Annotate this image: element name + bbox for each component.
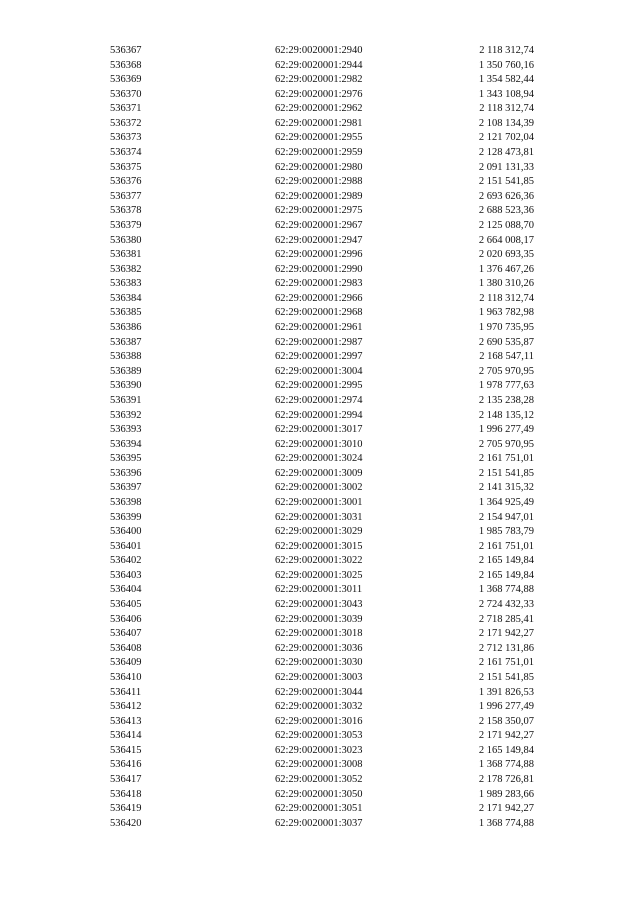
- table-row: [0, 409, 640, 423]
- table-row: [0, 350, 640, 364]
- value-cell: 2 724 432,33: [478, 599, 534, 611]
- cadastral-number-cell: 62:29:0020001:3015: [275, 540, 363, 552]
- value-cell: 2 154 947,01: [478, 511, 534, 523]
- table-row: [0, 204, 640, 218]
- record-number-cell: 536398: [110, 496, 142, 508]
- table-row: [0, 598, 640, 612]
- cadastral-number-cell: 62:29:0020001:3009: [275, 467, 363, 479]
- table-row: [0, 117, 640, 131]
- value-cell: 2 688 523,36: [478, 205, 534, 217]
- table-row: [0, 44, 640, 58]
- value-cell: 1 996 277,49: [478, 701, 534, 713]
- value-cell: 2 141 315,32: [478, 482, 534, 494]
- record-number-cell: 536411: [110, 686, 142, 698]
- record-number-cell: 536397: [110, 482, 142, 494]
- record-number-cell: 536413: [110, 715, 142, 727]
- cadastral-number-cell: 62:29:0020001:2982: [275, 74, 363, 86]
- cadastral-number-cell: 62:29:0020001:3022: [275, 555, 363, 567]
- cadastral-number-cell: 62:29:0020001:3037: [275, 817, 363, 829]
- value-cell: 2 020 693,35: [478, 249, 534, 261]
- table-row: [0, 365, 640, 379]
- cadastral-number-cell: 62:29:0020001:2988: [275, 176, 363, 188]
- record-number-cell: 536410: [110, 671, 142, 683]
- value-cell: 2 135 238,28: [478, 394, 534, 406]
- cadastral-number-cell: 62:29:0020001:3030: [275, 657, 363, 669]
- table-row: [0, 758, 640, 772]
- value-cell: 2 161 751,01: [478, 540, 534, 552]
- table-row: [0, 540, 640, 554]
- table-row: [0, 715, 640, 729]
- record-number-cell: 536419: [110, 803, 142, 815]
- record-number-cell: 536375: [110, 161, 142, 173]
- record-number-cell: 536385: [110, 307, 142, 319]
- table-row: [0, 438, 640, 452]
- cadastral-number-cell: 62:29:0020001:2989: [275, 190, 363, 202]
- table-row: [0, 671, 640, 685]
- value-cell: 2 171 942,27: [478, 803, 534, 815]
- cadastral-number-cell: 62:29:0020001:3017: [275, 424, 363, 436]
- table-row: [0, 569, 640, 583]
- cadastral-number-cell: 62:29:0020001:3050: [275, 788, 363, 800]
- table-row: [0, 59, 640, 73]
- cadastral-number-cell: 62:29:0020001:2983: [275, 278, 363, 290]
- value-cell: 2 165 149,84: [478, 555, 534, 567]
- cadastral-number-cell: 62:29:0020001:3051: [275, 803, 363, 815]
- cadastral-number-cell: 62:29:0020001:2997: [275, 351, 363, 363]
- record-number-cell: 536390: [110, 380, 142, 392]
- record-number-cell: 536373: [110, 132, 142, 144]
- cadastral-number-cell: 62:29:0020001:2975: [275, 205, 363, 217]
- value-cell: 2 108 134,39: [478, 117, 534, 129]
- cadastral-number-cell: 62:29:0020001:3052: [275, 774, 363, 785]
- value-cell: 2 091 131,33: [478, 161, 534, 173]
- record-number-cell: 536406: [110, 613, 142, 625]
- cadastral-number-cell: 62:29:0020001:2966: [275, 292, 363, 304]
- value-cell: 2 690 535,87: [478, 336, 534, 348]
- cadastral-number-cell: 62:29:0020001:3031: [275, 511, 363, 523]
- record-number-cell: 536412: [110, 701, 142, 713]
- record-number-cell: 536369: [110, 74, 142, 86]
- cadastral-number-cell: 62:29:0020001:3008: [275, 759, 363, 771]
- record-number-cell: 536384: [110, 292, 142, 304]
- cadastral-number-cell: 62:29:0020001:2962: [275, 103, 363, 115]
- table-row: [0, 467, 640, 481]
- cadastral-number-cell: 62:29:0020001:2995: [275, 380, 363, 392]
- table-row: [0, 481, 640, 495]
- value-cell: 1 350 760,16: [478, 59, 534, 71]
- table-row: [0, 219, 640, 233]
- value-cell: 1 391 826,53: [478, 686, 534, 698]
- record-number-cell: 536389: [110, 365, 142, 377]
- value-cell: 2 712 131,86: [478, 642, 534, 654]
- table-row: [0, 379, 640, 393]
- value-cell: 2 148 135,12: [478, 409, 534, 421]
- table-row: [0, 263, 640, 277]
- value-cell: 2 178 726,81: [478, 774, 534, 785]
- record-number-cell: 536371: [110, 103, 142, 115]
- record-number-cell: 536374: [110, 147, 142, 159]
- cadastral-number-cell: 62:29:0020001:3004: [275, 365, 363, 377]
- cadastral-number-cell: 62:29:0020001:3043: [275, 599, 363, 611]
- table-row: [0, 554, 640, 568]
- value-cell: 2 664 008,17: [478, 234, 534, 246]
- value-cell: 2 171 942,27: [478, 628, 534, 640]
- table-row: [0, 131, 640, 145]
- cadastral-number-cell: 62:29:0020001:3023: [275, 744, 363, 756]
- table-row: [0, 496, 640, 510]
- value-cell: 2 151 541,85: [478, 467, 534, 479]
- table-row: [0, 146, 640, 160]
- cadastral-number-cell: 62:29:0020001:3001: [275, 496, 363, 508]
- table-row: [0, 277, 640, 291]
- value-cell: 1 978 777,63: [478, 380, 534, 392]
- record-number-cell: 536379: [110, 219, 142, 231]
- table-row: [0, 817, 640, 831]
- cadastral-number-cell: 62:29:0020001:2967: [275, 219, 363, 231]
- record-number-cell: 536388: [110, 351, 142, 363]
- record-number-cell: 536387: [110, 336, 142, 348]
- cadastral-number-cell: 62:29:0020001:2981: [275, 117, 363, 129]
- table-row: [0, 423, 640, 437]
- cadastral-number-cell: 62:29:0020001:2974: [275, 394, 363, 406]
- record-number-cell: 536381: [110, 249, 142, 261]
- value-cell: 1 368 774,88: [478, 817, 534, 829]
- value-cell: 1 963 782,98: [478, 307, 534, 319]
- value-cell: 2 165 149,84: [478, 744, 534, 756]
- value-cell: 2 168 547,11: [479, 351, 534, 363]
- cadastral-number-cell: 62:29:0020001:3024: [275, 453, 363, 465]
- record-number-cell: 536418: [110, 788, 142, 800]
- cadastral-number-cell: 62:29:0020001:2944: [275, 59, 363, 71]
- table-row: [0, 234, 640, 248]
- table-row: [0, 744, 640, 758]
- value-cell: 1 376 467,26: [478, 263, 534, 275]
- cadastral-number-cell: 62:29:0020001:3053: [275, 730, 363, 742]
- record-number-cell: 536409: [110, 657, 142, 669]
- value-cell: 2 161 751,01: [478, 453, 534, 465]
- cadastral-number-cell: 62:29:0020001:2994: [275, 409, 363, 421]
- record-number-cell: 536405: [110, 599, 142, 611]
- record-number-cell: 536367: [110, 45, 142, 56]
- record-number-cell: 536417: [110, 774, 142, 785]
- value-cell: 2 118 312,74: [479, 292, 534, 304]
- table-row: [0, 452, 640, 466]
- cadastral-number-cell: 62:29:0020001:2990: [275, 263, 363, 275]
- record-number-cell: 536380: [110, 234, 142, 246]
- cadastral-number-cell: 62:29:0020001:3018: [275, 628, 363, 640]
- cadastral-number-cell: 62:29:0020001:3032: [275, 701, 363, 713]
- table-row: [0, 729, 640, 743]
- value-cell: 1 989 283,66: [478, 788, 534, 800]
- value-cell: 1 368 774,88: [478, 759, 534, 771]
- table-row: [0, 336, 640, 350]
- value-cell: 2 121 702,04: [478, 132, 534, 144]
- record-number-cell: 536376: [110, 176, 142, 188]
- cadastral-number-cell: 62:29:0020001:3016: [275, 715, 363, 727]
- cadastral-number-cell: 62:29:0020001:2987: [275, 336, 363, 348]
- record-number-cell: 536414: [110, 730, 142, 742]
- value-cell: 1 970 735,95: [478, 322, 534, 334]
- record-number-cell: 536383: [110, 278, 142, 290]
- cadastral-number-cell: 62:29:0020001:3011: [275, 584, 363, 596]
- cadastral-number-cell: 62:29:0020001:3003: [275, 671, 363, 683]
- record-number-cell: 536400: [110, 526, 142, 538]
- table-row: [0, 161, 640, 175]
- record-number-cell: 536416: [110, 759, 142, 771]
- cadastral-number-cell: 62:29:0020001:3044: [275, 686, 363, 698]
- value-cell: 1 985 783,79: [478, 526, 534, 538]
- cadastral-number-cell: 62:29:0020001:2961: [275, 322, 363, 334]
- record-number-cell: 536392: [110, 409, 142, 421]
- cadastral-number-cell: 62:29:0020001:2955: [275, 132, 363, 144]
- record-number-cell: 536401: [110, 540, 142, 552]
- value-cell: 1 996 277,49: [478, 424, 534, 436]
- value-cell: 2 125 088,70: [478, 219, 534, 231]
- record-number-cell: 536393: [110, 424, 142, 436]
- value-cell: 1 380 310,26: [478, 278, 534, 290]
- table-row: [0, 627, 640, 641]
- table-row: [0, 788, 640, 802]
- table-row: [0, 292, 640, 306]
- value-cell: 2 161 751,01: [478, 657, 534, 669]
- value-cell: 2 165 149,84: [478, 569, 534, 581]
- value-cell: 2 693 626,36: [478, 190, 534, 202]
- value-cell: 2 151 541,85: [478, 671, 534, 683]
- record-number-cell: 536399: [110, 511, 142, 523]
- table-row: [0, 773, 640, 787]
- cadastral-number-cell: 62:29:0020001:2947: [275, 234, 363, 246]
- value-cell: 1 368 774,88: [478, 584, 534, 596]
- record-number-cell: 536408: [110, 642, 142, 654]
- table-row: [0, 306, 640, 320]
- value-cell: 1 364 925,49: [478, 496, 534, 508]
- table-row: [0, 656, 640, 670]
- cadastral-number-cell: 62:29:0020001:2976: [275, 88, 363, 100]
- record-number-cell: 536391: [110, 394, 142, 406]
- table-row: [0, 175, 640, 189]
- value-cell: 2 118 312,74: [479, 103, 534, 115]
- table-row: [0, 583, 640, 597]
- table-row: [0, 88, 640, 102]
- cadastral-number-cell: 62:29:0020001:3029: [275, 526, 363, 538]
- cadastral-number-cell: 62:29:0020001:3002: [275, 482, 363, 494]
- record-number-cell: 536377: [110, 190, 142, 202]
- record-number-cell: 536368: [110, 59, 142, 71]
- record-number-cell: 536407: [110, 628, 142, 640]
- record-number-cell: 536386: [110, 322, 142, 334]
- value-cell: 1 343 108,94: [478, 88, 534, 100]
- table-row: [0, 700, 640, 714]
- record-number-cell: 536372: [110, 117, 142, 129]
- value-cell: 2 128 473,81: [478, 147, 534, 159]
- record-number-cell: 536415: [110, 744, 142, 756]
- table-row: [0, 686, 640, 700]
- value-cell: 1 354 582,44: [478, 74, 534, 86]
- value-cell: 2 118 312,74: [479, 45, 534, 56]
- cadastral-number-cell: 62:29:0020001:2996: [275, 249, 363, 261]
- value-cell: 2 171 942,27: [478, 730, 534, 742]
- record-number-cell: 536396: [110, 467, 142, 479]
- value-cell: 2 705 970,95: [478, 365, 534, 377]
- cadastral-number-cell: 62:29:0020001:3039: [275, 613, 363, 625]
- cadastral-number-cell: 62:29:0020001:2940: [275, 45, 363, 56]
- cadastral-number-cell: 62:29:0020001:2980: [275, 161, 363, 173]
- record-number-cell: 536382: [110, 263, 142, 275]
- cadastral-number-cell: 62:29:0020001:2959: [275, 147, 363, 159]
- table-row: [0, 613, 640, 627]
- record-number-cell: 536394: [110, 438, 142, 450]
- value-cell: 2 718 285,41: [478, 613, 534, 625]
- record-number-cell: 536404: [110, 584, 142, 596]
- table-row: [0, 511, 640, 525]
- cadastral-number-cell: 62:29:0020001:3036: [275, 642, 363, 654]
- table-row: [0, 525, 640, 539]
- value-cell: 2 151 541,85: [478, 176, 534, 188]
- cadastral-number-cell: 62:29:0020001:3010: [275, 438, 363, 450]
- record-number-cell: 536403: [110, 569, 142, 581]
- table-row: [0, 190, 640, 204]
- record-number-cell: 536370: [110, 88, 142, 100]
- record-number-cell: 536378: [110, 205, 142, 217]
- table-row: [0, 102, 640, 116]
- record-number-cell: 536402: [110, 555, 142, 567]
- cadastral-number-cell: 62:29:0020001:2968: [275, 307, 363, 319]
- table-row: [0, 248, 640, 262]
- record-number-cell: 536395: [110, 453, 142, 465]
- value-cell: 2 158 350,07: [478, 715, 534, 727]
- value-cell: 2 705 970,95: [478, 438, 534, 450]
- table-row: [0, 73, 640, 87]
- record-number-cell: 536420: [110, 817, 142, 829]
- cadastral-number-cell: 62:29:0020001:3025: [275, 569, 363, 581]
- table-row: [0, 802, 640, 816]
- table-row: [0, 394, 640, 408]
- table-row: [0, 642, 640, 656]
- table-row: [0, 321, 640, 335]
